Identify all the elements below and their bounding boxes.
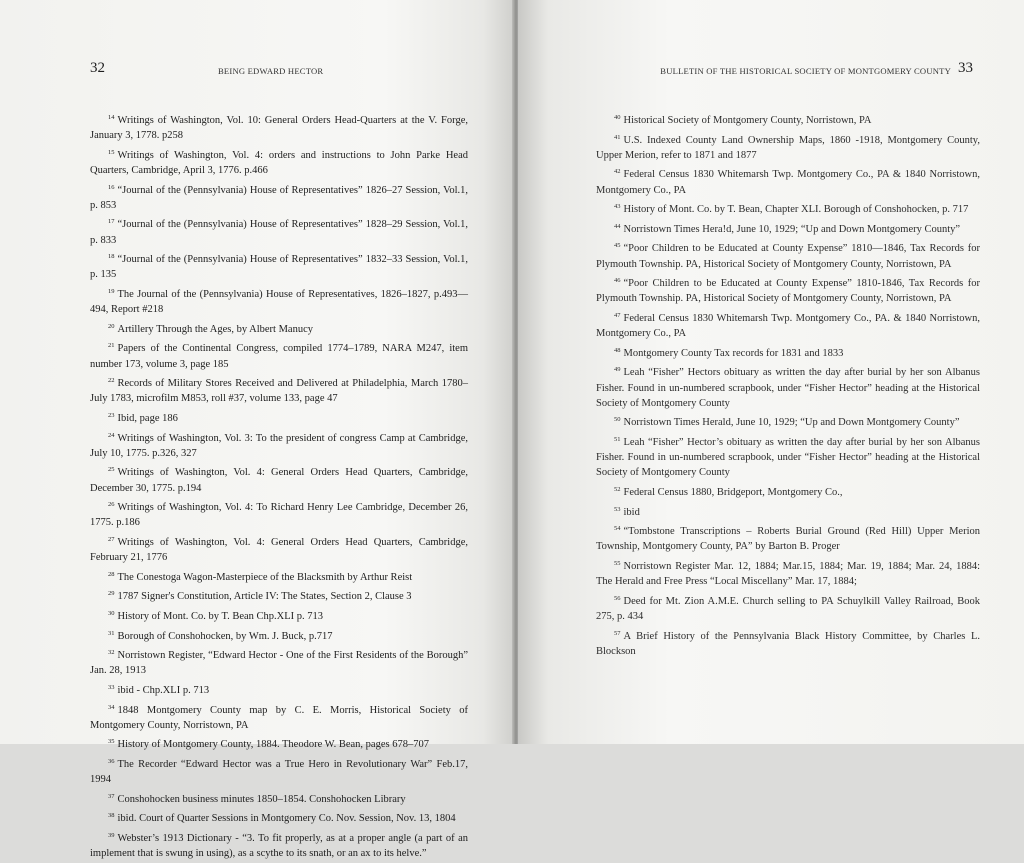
endnote-number: 20 (108, 322, 115, 330)
endnote-number: 31 (108, 629, 115, 637)
endnote-text: The Conestoga Wagon-Masterpiece of the Blacksmith by Arthur Reist (117, 571, 413, 583)
page-number-right: 33 (958, 60, 973, 76)
endnote-text: Writings of Washington, Vol. 4: orders and instructions to John Parke Head Quarters, Cambridge, April 3, 1776. p.466 (90, 149, 468, 176)
endnote-number: 51 (614, 435, 621, 443)
endnote-text: “Poor Children to be Educated at County Expense” 1810—1846, Tax Records for Plymouth Township. PA, Historical Society of Montgomery County, Norristown, PA (596, 243, 980, 270)
endnote (596, 219, 980, 237)
endnote (596, 432, 980, 481)
endnote (90, 462, 468, 495)
endnote (596, 110, 980, 128)
endnote-number: 30 (108, 609, 115, 617)
endnote-number: 26 (108, 501, 115, 509)
endnote-text: Ibid, page 186 (117, 412, 178, 424)
endnotes-right (596, 110, 980, 660)
endnote (90, 567, 468, 585)
endnote-text: Writings of Washington, Vol. 3: To the president of congress Camp at Cambridge, July 10, 1775. p.326, 327 (90, 432, 468, 459)
endnote (90, 214, 468, 247)
endnote (596, 308, 980, 341)
endnote-text: “Journal of the (Pennsylvania) House of Representatives” 1832–33 Session, Vol.1, p. 135 (90, 254, 468, 281)
endnote-number: 21 (108, 342, 115, 350)
endnote (90, 428, 468, 461)
endnote-number: 50 (614, 416, 621, 424)
endnote-number: 29 (108, 590, 115, 598)
endnote-text: Federal Census 1830 Whitemarsh Twp. Montgomery Co., PA. & 1840 Norristown, Montgomery Co., PA (596, 312, 980, 340)
endnote (596, 130, 980, 163)
endnote-text: Leah “Fisher” Hectors obituary as written the day after burial by her son Albanus Fisher. Found in un-numbered scrapbook, under “Fisher Hector” heading at the Historical Society of Montgomery County (596, 367, 980, 409)
endnote (596, 164, 980, 197)
endnote (596, 556, 980, 589)
endnote (596, 343, 980, 361)
endnote (90, 284, 468, 317)
endnote-number: 17 (108, 218, 115, 226)
endnote-number: 42 (614, 168, 621, 176)
endnote (90, 145, 468, 178)
endnote (90, 338, 468, 371)
endnote-text: The Journal of the (Pennsylvania) House of Representatives, 1826–1827, p.493—494, Report #218 (90, 288, 468, 316)
endnote-number: 33 (108, 683, 115, 691)
right-page (518, 0, 1024, 744)
endnote-text: Writings of Washington, Vol. 10: General Orders Head-Quarters at the V. Forge, January 3, 1778. p258 (90, 115, 468, 142)
endnote (90, 586, 468, 604)
endnote-number: 54 (614, 525, 621, 533)
endnote-text: Leah “Fisher” Hector’s obituary as written the day after burial by her son Albanus Fisher. Found in un-numbered scrapbook, under “Fisher Hector” heading at the Historical Society of Montgomery County (596, 436, 980, 479)
endnote-number: 46 (614, 277, 621, 285)
endnote-number: 44 (614, 222, 621, 230)
page-number-left: 32 (90, 60, 105, 76)
endnote (90, 626, 468, 644)
left-page-header (90, 60, 466, 82)
endnote-text: 1848 Montgomery County map by C. E. Morris, Historical Society of Montgomery County, Norristown, PA (90, 704, 468, 731)
endnote-number: 47 (614, 311, 621, 319)
endnote-text: ibid. Court of Quarter Sessions in Montgomery Co. Nov. Session, Nov. 13, 1804 (117, 813, 456, 825)
endnote-number: 48 (614, 346, 621, 354)
running-head-right: BULLETIN OF THE HISTORICAL SOCIETY OF MONTGOMERY COUNTY (660, 66, 951, 76)
endnote-number: 34 (108, 703, 115, 711)
endnote (90, 249, 468, 282)
endnote-text: Deed for Mt. Zion A.M.E. Church selling to PA Schuylkill Valley Railroad, Book 275, p. 434 (596, 595, 980, 622)
endnote (90, 828, 468, 861)
endnote-number: 16 (108, 183, 115, 191)
endnote-text: The Recorder “Edward Hector was a True Hero in Revolutionary War” Feb.17, 1994 (90, 758, 468, 786)
endnote-text: U.S. Indexed County Land Ownership Maps, 1860 -1918, Montgomery County, Upper Merion, refer to 1871 and 1877 (596, 134, 980, 161)
endnote (90, 408, 468, 426)
endnote-number: 27 (108, 535, 115, 543)
endnote-text: A Brief History of the Pennsylvania Black History Committee, by Charles L. Blockson (596, 630, 980, 657)
endnote (596, 273, 980, 306)
endnote (596, 521, 980, 554)
endnote-text: “Journal of the (Pennsylvania) House of Representatives” 1826–27 Session, Vol.1, p. 853 (90, 184, 468, 211)
endnote (596, 412, 980, 430)
endnote-number: 15 (108, 148, 115, 156)
endnote (90, 319, 468, 337)
endnote-number: 35 (108, 738, 115, 746)
endnote-text: History of Mont. Co. by T. Bean Chp.XLI p. 713 (117, 610, 324, 622)
endnote-number: 49 (614, 366, 621, 374)
endnote (90, 180, 468, 213)
endnote-number: 18 (108, 253, 115, 261)
endnote-number: 52 (614, 485, 621, 493)
endnote-text: History of Mont. Co. by T. Bean, Chapter XLI. Borough of Conshohocken, p. 717 (623, 204, 969, 216)
endnote-text: Montgomery County Tax records for 1831 and 1833 (623, 347, 844, 359)
endnote (90, 645, 468, 678)
endnote-number: 55 (614, 559, 621, 567)
endnote (90, 606, 468, 624)
endnote-text: “Poor Children to be Educated at County Expense” 1810-1846, Tax Records for Plymouth Township. PA, Historical Society of Montgomery County, Norristown, PA (596, 278, 980, 305)
endnote-number: 19 (108, 287, 115, 295)
endnote (596, 362, 980, 411)
endnote-text: Borough of Conshohocken, by Wm. J. Buck, p.717 (117, 630, 333, 642)
endnote-number: 25 (108, 466, 115, 474)
right-page-header (593, 60, 973, 82)
endnote-number: 53 (614, 505, 621, 513)
endnote-text: Records of Military Stores Received and Delivered at Philadelphia, March 1780–July 1783, microfilm M853, roll #37, volume 133, page 47 (90, 378, 468, 405)
endnote (596, 482, 980, 500)
endnote-text: History of Montgomery County, 1884. Theodore W. Bean, pages 678–707 (117, 739, 429, 751)
endnote-text: Federal Census 1830 Whitemarsh Twp. Montgomery Co., PA & 1840 Norristown, Montgomery Co., PA (596, 169, 980, 196)
endnote (596, 199, 980, 217)
endnote-number: 28 (108, 570, 115, 578)
endnote (596, 502, 980, 520)
endnote-number: 40 (614, 114, 621, 121)
endnote (596, 238, 980, 271)
endnote (90, 808, 468, 826)
endnote (90, 734, 468, 752)
endnote-text: Norristown Times Hera!d, June 10, 1929; “Up and Down Montgomery County” (623, 223, 961, 235)
endnote-number: 45 (614, 242, 621, 250)
endnote-text: Writings of Washington, Vol. 4: To Richard Henry Lee Cambridge, December 26, 1775. p.186 (90, 502, 468, 529)
endnote-number: 14 (108, 114, 115, 121)
endnote-number: 43 (614, 203, 621, 211)
endnote-text: Federal Census 1880, Bridgeport, Montgomery Co., (623, 486, 843, 498)
endnote-number: 37 (108, 792, 115, 800)
endnote-number: 32 (108, 649, 115, 657)
running-head-left: BEING EDWARD HECTOR (218, 66, 324, 76)
endnote-text: 1787 Signer's Constitution, Article IV: The States, Section 2, Clause 3 (117, 591, 412, 603)
endnote (90, 110, 468, 143)
endnotes-left (90, 110, 468, 863)
endnote-text: Writings of Washington, Vol. 4: General Orders Head Quarters, Cambridge, December 30, 1775. p.194 (90, 467, 468, 494)
endnote (90, 700, 468, 733)
endnote-number: 24 (108, 431, 115, 439)
endnote-text: “Tombstone Transcriptions – Roberts Burial Ground (Red Hill) Upper Merion Township, Montgomery County, PA” by Barton B. Proger (596, 526, 980, 553)
endnote (90, 754, 468, 787)
endnote-text: Webster’s 1913 Dictionary - “3. To fit properly, as at a proper angle (a part of an implement that is swung in using), as a scythe to its snath, or an ax to its helve.” (90, 832, 468, 860)
endnote-text: Norristown Times Herald, June 10, 1929; “Up and Down Montgomery County” (623, 417, 960, 429)
endnote (90, 497, 468, 530)
endnote (596, 591, 980, 624)
endnote-text: “Journal of the (Pennsylvania) House of Representatives” 1828–29 Session, Vol.1, p. 833 (90, 219, 468, 246)
endnote-number: 56 (614, 594, 621, 602)
endnote-text: Artillery Through the Ages, by Albert Manucy (117, 323, 313, 335)
endnote (90, 373, 468, 406)
endnote-number: 23 (108, 411, 115, 419)
endnote-text: Papers of the Continental Congress, compiled 1774–1789, NARA M247, item number 173, volume 3, page 185 (90, 343, 468, 370)
endnote-number: 41 (614, 133, 621, 141)
endnote-number: 36 (108, 757, 115, 765)
endnote-text: ibid - Chp.XLI p. 713 (117, 684, 210, 696)
endnote-text: Historical Society of Montgomery County, Norristown, PA (623, 115, 872, 126)
endnote-text: Conshohocken business minutes 1850–1854. Conshohocken Library (117, 793, 406, 805)
endnote (90, 680, 468, 698)
endnote-number: 22 (108, 377, 115, 385)
endnote-number: 57 (614, 629, 621, 637)
endnote (596, 626, 980, 659)
endnote-text: ibid (623, 506, 640, 518)
endnote-number: 39 (108, 831, 115, 839)
endnote-text: Norristown Register, “Edward Hector - One of the First Residents of the Borough” Jan. 28, 1913 (90, 650, 468, 677)
endnote-text: Norristown Register Mar. 12, 1884; Mar.15, 1884; Mar. 19, 1884; Mar. 24, 1884: The Herald and Free Press “Local Miscellany” Mar. 17, 1884; (596, 560, 980, 588)
endnote (90, 789, 468, 807)
endnote-number: 38 (108, 812, 115, 820)
endnote (90, 532, 468, 565)
endnote-text: Writings of Washington, Vol. 4: General Orders Head Quarters, Cambridge, February 21, 1776 (90, 536, 468, 564)
